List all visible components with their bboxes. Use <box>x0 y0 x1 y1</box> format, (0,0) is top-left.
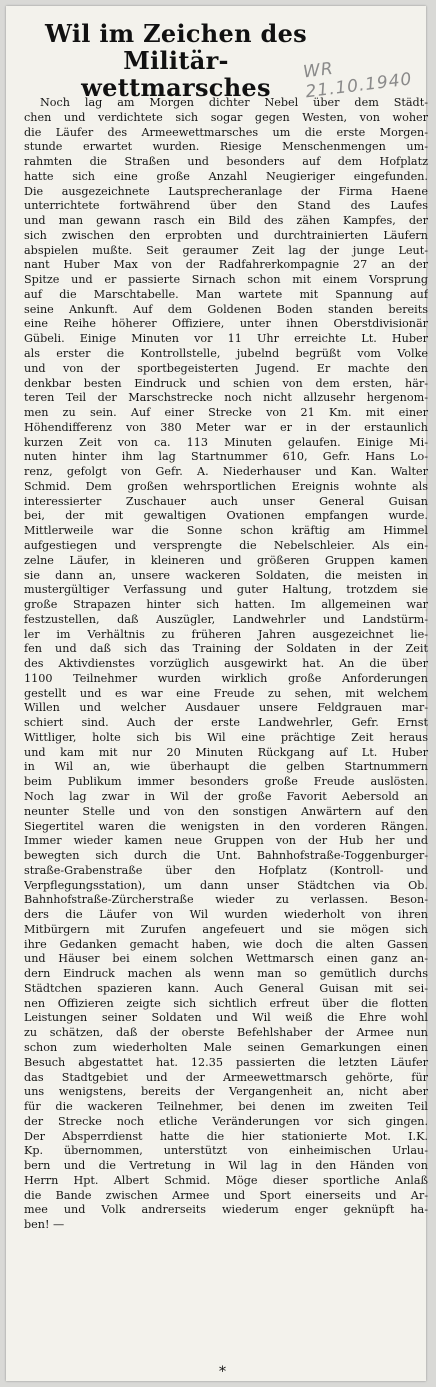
article-line: und von der sportbegeisterten Jugend. Er machte den <box>24 361 428 375</box>
article-line: Die ausgezeichnete Lautsprecheranlage der Firma Haene <box>24 184 428 198</box>
article-line: sich zwischen den erprobten und durchtrainierten Läufern <box>24 228 428 242</box>
article-line: 1100 Teilnehmer wurden wirklich große Anforderungen <box>24 671 428 685</box>
article-line: mee und Volk andrerseits wiederum enger geknüpft ha- <box>24 1203 428 1217</box>
article-line: große Strapazen hinter sich hatten. Im allgemeinen war <box>24 598 428 612</box>
article-line: hatte sich eine große Anzahl Neugieriger eingefunden. <box>24 169 428 183</box>
article-line: eine Reihe höherer Offiziere, unter ihnen Oberstdivisionär <box>24 317 428 331</box>
article-line: ben! — <box>24 1218 65 1232</box>
article-line: Schmid. Dem großen wehrsportlichen Ereignis wohnte als <box>24 479 428 493</box>
article-body <box>24 96 428 1233</box>
article-line: ler im Verhältnis zu früheren Jahren ausgezeichnet lie- <box>24 627 428 641</box>
article-line: stunde erwartet wurden. Riesige Menschenmengen um- <box>24 140 428 154</box>
article-line: Besuch abgestattet hat. 12.35 passierten die letzten Läufer <box>24 1055 428 1069</box>
article-line: das Stadtgebiet und der Armeewettmarsch gehörte, für <box>24 1070 428 1084</box>
article-line: nuten hinter ihm lag Startnummer 610, Gefr. Hans Lo- <box>24 450 428 464</box>
article-line: Städtchen spazieren kann. Auch General Guisan mit sei- <box>24 981 428 995</box>
article-line: Mittlerweile war die Sonne schon kräftig am Himmel <box>24 524 428 538</box>
article-line: sie dann an, unsere wackeren Soldaten, die meisten in <box>24 568 428 582</box>
article-line: zu schätzen, daß der oberste Befehlshaber der Armee nun <box>24 1026 428 1040</box>
article-line: bern und die Vertretung in Wil lag in den Händen von <box>24 1159 428 1173</box>
article-line: rahmten die Straßen und besonders auf dem Hofplatz <box>24 155 428 169</box>
article-line: beim Publikum immer besonders große Freude auslösten. <box>24 775 428 789</box>
article-line: Wittliger, holte sich bis Wil eine prächtige Zeit heraus <box>24 730 428 744</box>
article-line: auf die Marschtabelle. Man wartete mit Spannung auf <box>24 287 428 301</box>
article-line: Höhendifferenz von 380 Meter war er in der erstaunlich <box>24 420 428 434</box>
article-line: Der Absperrdienst hatte die hier stationierte Mot. I.K. <box>24 1129 428 1143</box>
article-title <box>26 20 326 101</box>
article-line: nen Offizieren zeigte sich sichtlich erfreut über die flotten <box>24 996 428 1010</box>
article-line: kurzen Zeit von ca. 113 Minuten gelaufen. Einige Mi- <box>24 435 428 449</box>
article-line: abspielen mußte. Seit geraumer Zeit lag der junge Leut- <box>24 243 428 257</box>
article-line: dern Eindruck machen als wenn man so gemütlich durchs <box>24 967 428 981</box>
article-line: men zu sein. Auf einer Strecke von 21 Km. mit einer <box>24 406 428 420</box>
article-line: seine Ankunft. Auf dem Goldenen Boden standen bereits <box>24 302 428 316</box>
article-line: des Aktivdienstes vorzüglich ausgewirkt hat. An die über <box>24 657 428 671</box>
article-line: und man gewann rasch ein Bild des zähen Kampfes, der <box>24 214 428 228</box>
article-line: der Strecke noch etliche Veränderungen vor sich gingen. <box>24 1114 428 1128</box>
article-line: Spitze und er passierte Sirnach schon mit einem Vorsprung <box>24 273 428 287</box>
article-line: renz, gefolgt von Gefr. A. Niederhauser und Kan. Walter <box>24 465 428 479</box>
article-line: aufgestiegen und versprengte die Nebelschleier. Als ein- <box>24 538 428 552</box>
article-line: zelne Läufer, in kleineren und größeren Gruppen kamen <box>24 553 428 567</box>
article-line: als erster die Kontrollstelle, jubelnd begrüßt vom Volke <box>24 347 428 361</box>
article-line: unterrichtete fortwährend über den Stand des Laufes <box>24 199 428 213</box>
article-line: interessierter Zuschauer auch unser General Guisan <box>24 494 428 508</box>
article-line: schiert sind. Auch der erste Landwehrler, Gefr. Ernst <box>24 716 428 730</box>
article-line: gestellt und es war eine Freude zu sehen, mit welchem <box>24 686 428 700</box>
article-line: die Läufer des Armeewettmarsches um die erste Morgen- <box>24 125 428 139</box>
article-line: Siegertitel waren die wenigsten in den vorderen Rängen. <box>24 819 428 833</box>
article-line: neunter Stelle und von den sonstigen Anwärtern auf den <box>24 804 428 818</box>
article-line: chen und verdichtete sich sogar gegen Westen, von woher <box>24 110 428 124</box>
article-line: Bahnhofstraße-Zürcherstraße wieder zu verlassen. Beson- <box>24 893 428 907</box>
article-line: festzustellen, daß Auszügler, Landwehrler und Landstürm- <box>24 612 428 626</box>
article-line: Leistungen seiner Soldaten und Wil weiß die Ehre wohl <box>24 1011 428 1025</box>
title-line-2: wettmarsches <box>81 73 271 102</box>
handwritten-date-note: WR 21.10.1940 <box>302 58 414 103</box>
article-line: nant Huber Max von der Radfahrerkompagnie 27 an der <box>24 258 428 272</box>
article-line: denkbar besten Eindruck und schien von dem ersten, här- <box>24 376 428 390</box>
article-line: schon zum wiederholten Male seinen Gemarkungen einen <box>24 1041 428 1054</box>
end-mark: * <box>219 1364 226 1380</box>
article-line: mustergültiger Verfassung und guter Haltung, trotzdem sie <box>24 583 428 597</box>
article-line: für die wackeren Teilnehmer, bei denen im zweiten Teil <box>24 1100 428 1114</box>
article-line: straße-Grabenstraße über den Hofplatz (Kontroll- und <box>24 863 428 877</box>
newspaper-clipping <box>6 6 426 1381</box>
article-line: Willen und welcher Ausdauer unsere Feldgrauen mar- <box>24 701 428 715</box>
title-line-1: Wil im Zeichen des Militär- <box>45 19 307 75</box>
article-line: und Häuser bei einem solchen Wettmarsch einen ganz an- <box>24 952 428 966</box>
article-line: ihre Gedanken gemacht haben, wie doch die alten Gassen <box>24 937 428 951</box>
article-line: ders die Läufer von Wil wurden wiederholt von ihren <box>24 908 428 922</box>
article-line: teren Teil der Marschstrecke noch nicht allzusehr hergenom- <box>24 391 428 405</box>
article-line: in Wil an, wie überhaupt die gelben Startnummern <box>24 760 428 774</box>
article-line: Noch lag zwar in Wil der große Favorit Aebersold an <box>24 789 428 803</box>
article-line: fen und daß sich das Training der Soldaten in der Zeit <box>24 642 428 656</box>
article-line: Noch lag am Morgen dichter Nebel über dem Städt- <box>40 96 428 109</box>
article-line: bei, der mit gewaltigen Ovationen empfangen wurde. <box>24 509 428 523</box>
article-line: die Bande zwischen Armee und Sport einerseits und Ar- <box>24 1188 428 1202</box>
article-line: und kam mit nur 20 Minuten Rückgang auf Lt. Huber <box>24 745 428 759</box>
article-line: Mitbürgern mit Zurufen angefeuert und sie mögen sich <box>24 922 428 936</box>
article-line: Verpflegungsstation), um dann unser Städtchen via Ob. <box>24 878 428 892</box>
article-line: Kp. übernommen, unterstützt von einheimischen Urlau- <box>24 1144 428 1158</box>
article-line: Immer wieder kamen neue Gruppen von der Hub her und <box>24 834 428 848</box>
article-line: bewegten sich durch die Unt. Bahnhofstraße-Toggenburger- <box>24 849 428 863</box>
article-line: Herrn Hpt. Albert Schmid. Möge dieser sportliche Anlaß <box>24 1173 428 1187</box>
article-line: uns wenigstens, bereits der Vergangenheit an, nicht aber <box>24 1085 428 1099</box>
article-line: Gübeli. Einige Minuten vor 11 Uhr erreichte Lt. Huber <box>24 332 428 346</box>
